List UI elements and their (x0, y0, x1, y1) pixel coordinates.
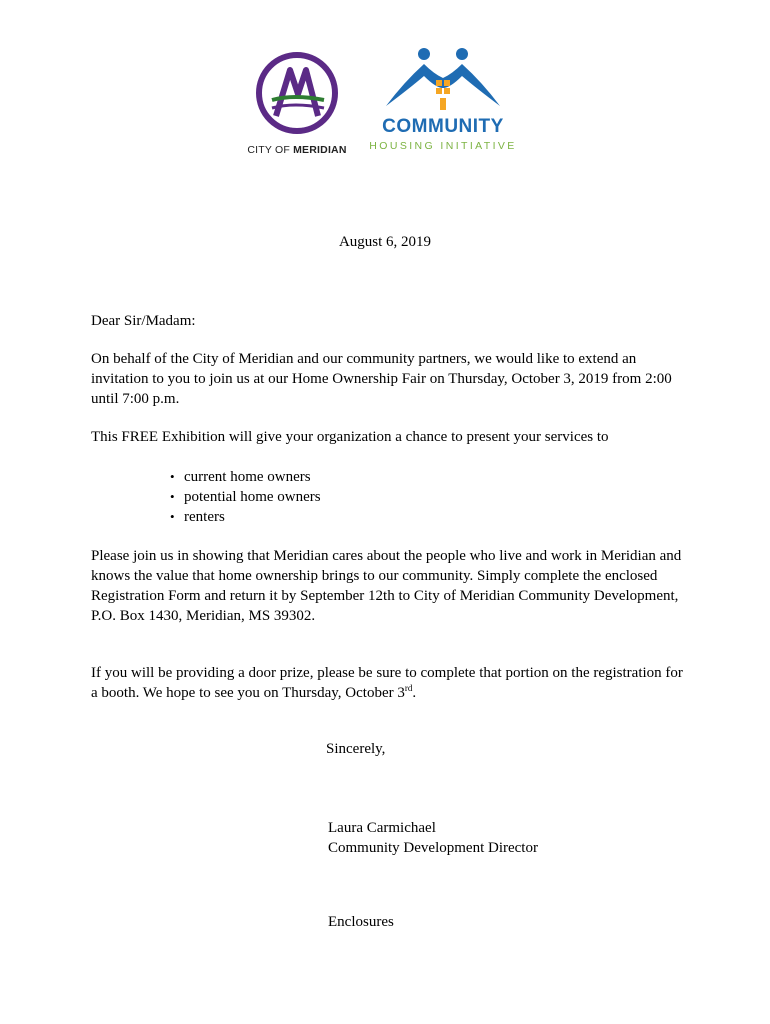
enclosures-note: Enclosures (328, 914, 394, 930)
chi-logo-wordmark: COMMUNITY (382, 116, 504, 137)
ordinal-suffix: rd (404, 683, 413, 693)
meridian-logo-caption: CITY OF MERIDIAN (247, 144, 347, 156)
salutation: Dear Sir/Madam: (91, 313, 196, 329)
invitation-paragraph: On behalf of the City of Meridian and our community partners, we would like to extend an invitation to you to join us at our Home Ownership Fair on Thursday, October 3, 2019 from 2:00 until 7:00 p.m. (91, 351, 672, 407)
chi-logo-subtitle: HOUSING INITIATIVE (369, 140, 517, 152)
meridian-emblem (254, 50, 340, 140)
exhibition-paragraph: This FREE Exhibition will give your organization a chance to present your services to (91, 429, 609, 445)
community-housing-initiative-logo (358, 44, 528, 160)
chi-house-people-emblem (384, 44, 502, 114)
letterhead-logos (0, 0, 770, 170)
registration-paragraph: Please join us in showing that Meridian cares about the people who live and work in Meridian and knows the value that home ownership brings to our community. Simply complete the enclosed Registration Form and return it by September 12th to City of Meridian Community Development, P.O. Box 1430, Meridian, MS 39302. (91, 548, 682, 624)
city-of-meridian-logo (244, 50, 350, 160)
list-item: • potential home owners (172, 487, 321, 507)
letter-date: August 6, 2019 (338, 234, 432, 250)
closing: Sincerely, (326, 741, 386, 757)
list-item: • renters (172, 507, 321, 527)
door-prize-text: If you will be providing a door prize, please be sure to complete that portion on the registration for a booth. We hope to see you on Thursday, October 3 (91, 665, 683, 701)
signer-name: Laura Carmichael (328, 820, 436, 836)
signer-title: Community Development Director (328, 840, 538, 856)
door-prize-period: . (412, 685, 417, 701)
list-item: • current home owners (172, 467, 321, 487)
door-prize-paragraph (91, 663, 691, 703)
signature-block (328, 818, 538, 858)
audience-list (172, 467, 321, 527)
